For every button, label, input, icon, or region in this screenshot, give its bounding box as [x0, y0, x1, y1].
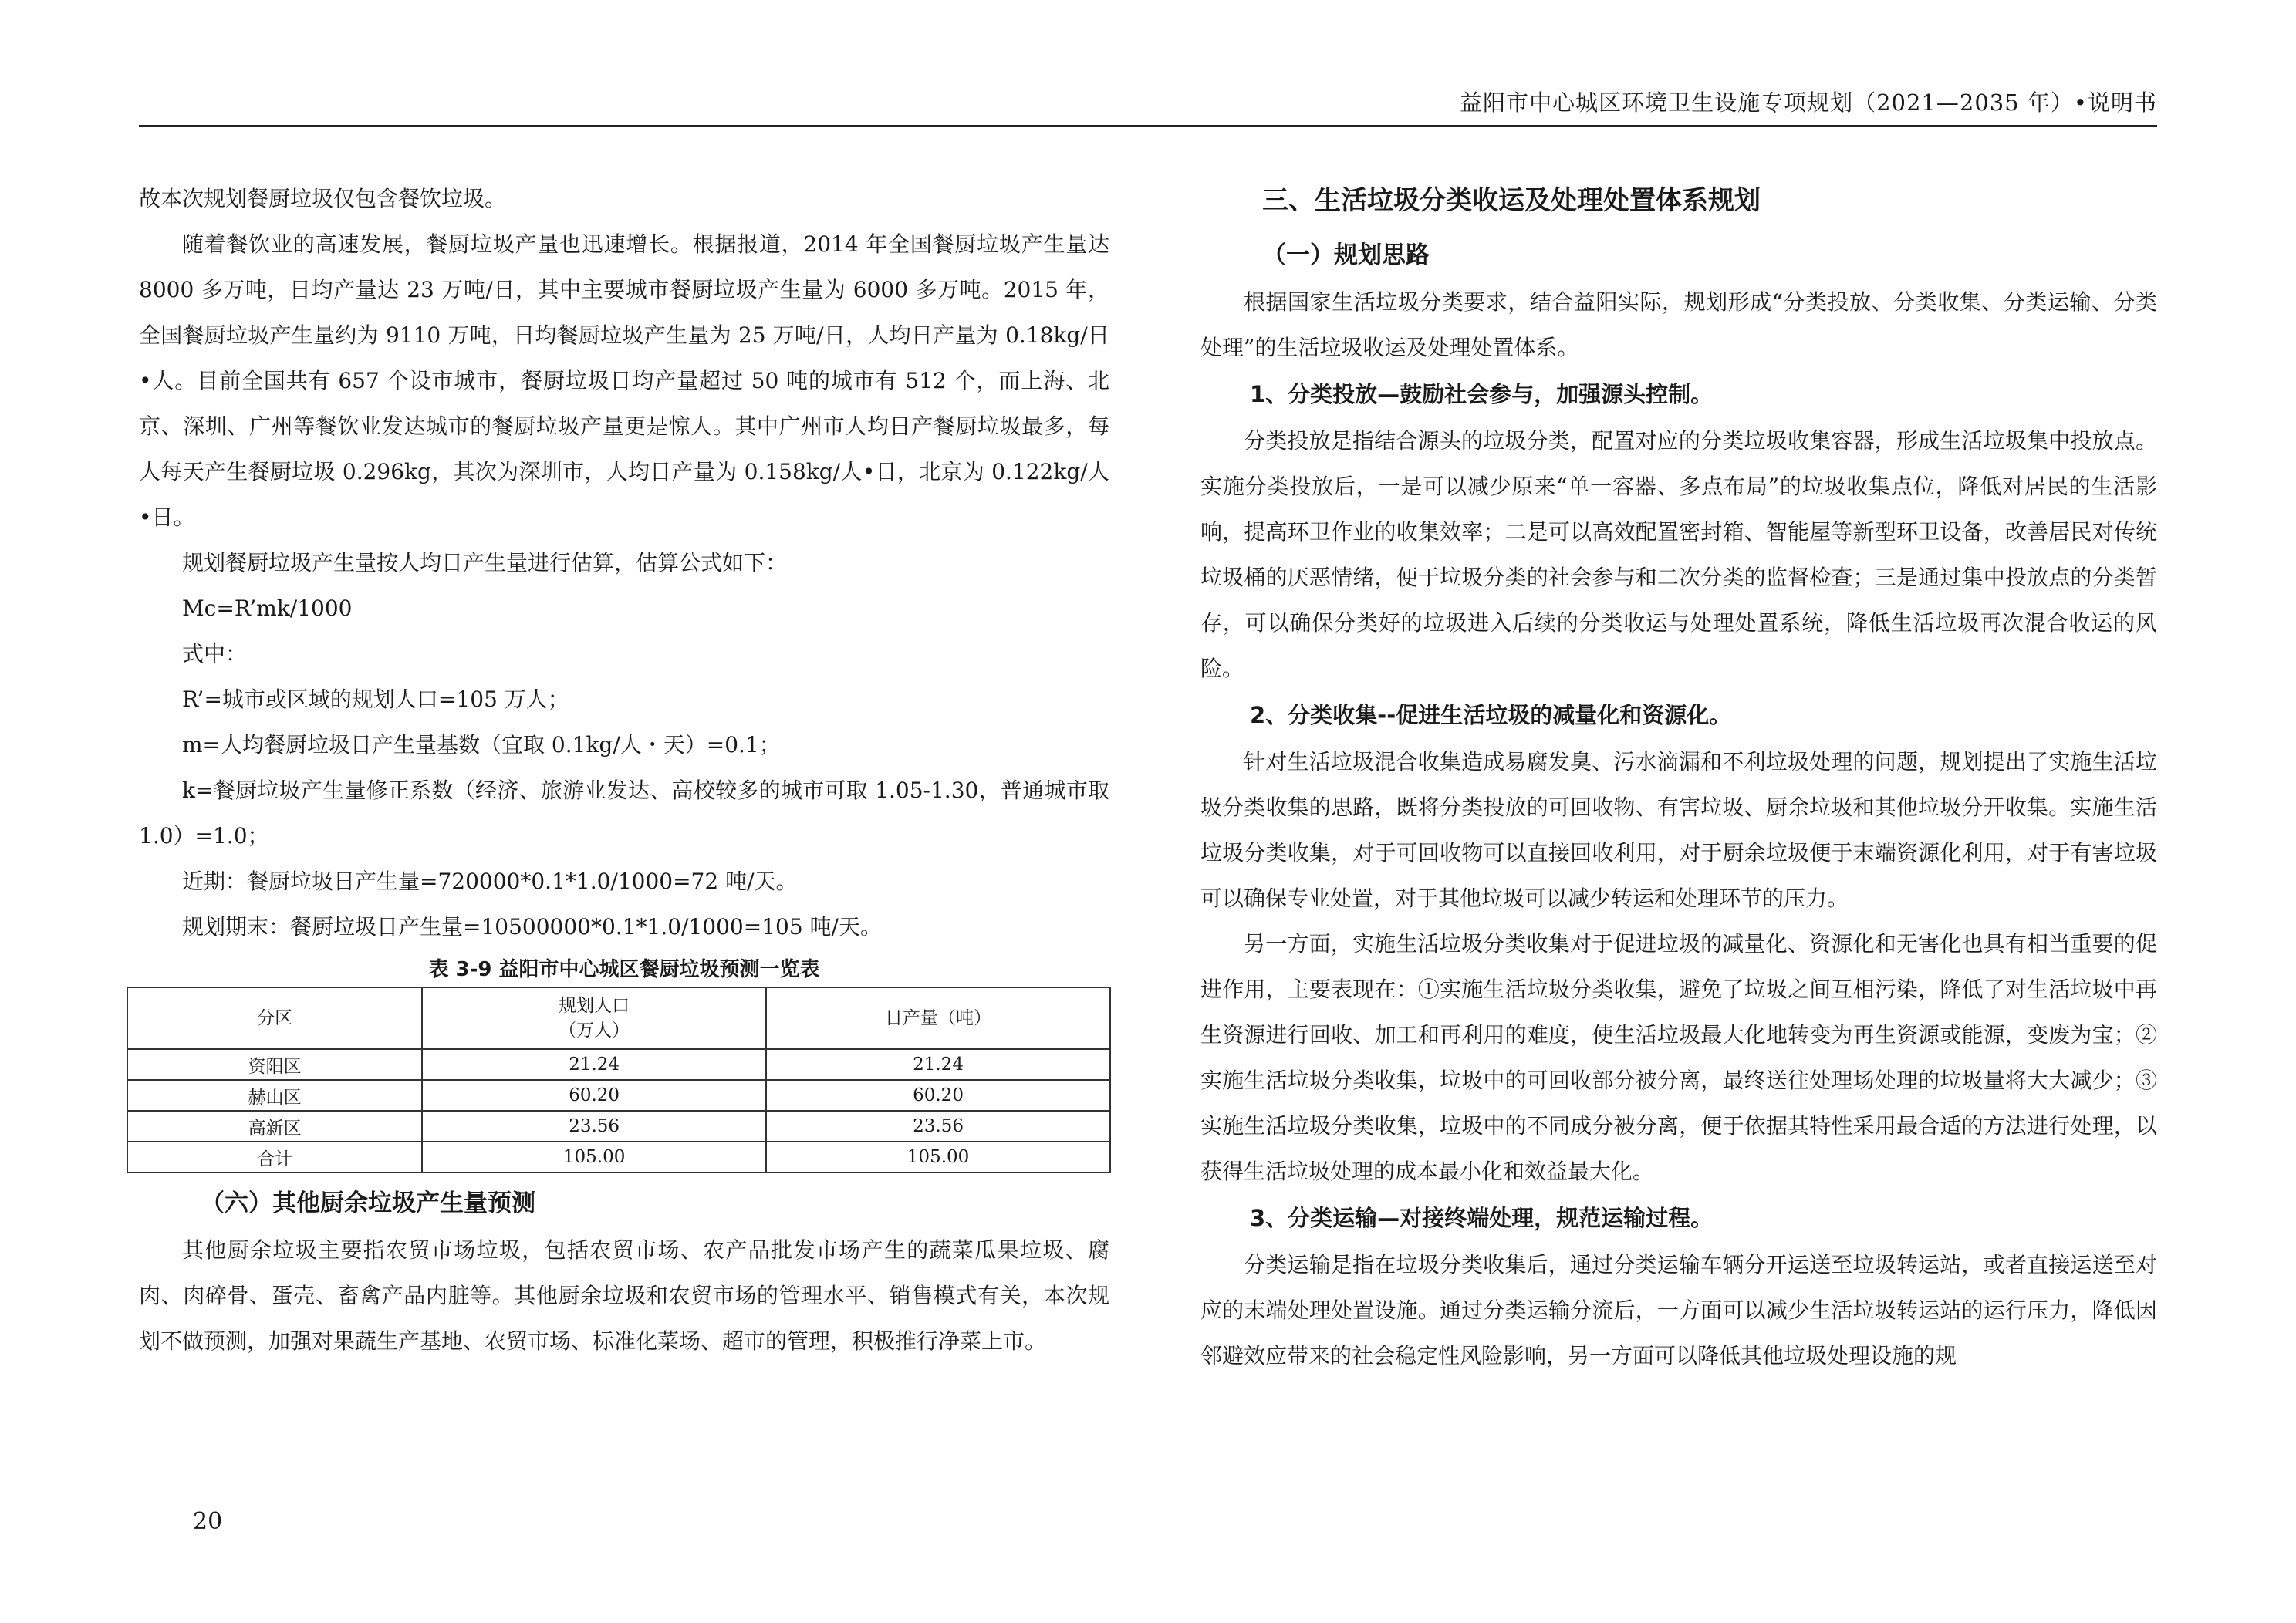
paragraph: 故本次规划餐厨垃圾仅包含餐饮垃圾。 — [139, 186, 507, 211]
cell-district: 高新区 — [127, 1111, 422, 1142]
cell-output: 105.00 — [766, 1142, 1110, 1173]
table-caption: 表 3-9 益阳市中心城区餐厨垃圾预测一览表 — [428, 958, 820, 981]
chapter-heading: 三、生活垃圾分类收运及处理处置体系规划 — [1262, 185, 1761, 216]
calculation-long-term: 规划期末：餐厨垃圾日产生量=10500000*0.1*1.0/1000=105 吨/天。 — [182, 914, 882, 940]
paragraph: 分类投放是指结合源头的垃圾分类，配置对应的分类垃圾收集容器，形成生活垃圾集中投放点。实施分类投放后，一是可以减少原来“单一容器、多点布局”的垃圾收集点位，降低对居民的生活影响，提高环卫作业的收集效率；二是可以高效配置密封箱、智能屋等新型环卫设备，改善居民对传统垃圾桶的厌恶情绪，便于垃圾分类的社会参与和二次分类的监督检查；三是通过集中投放点的分类暂存，可以确保分类好的垃圾进入后续的分类收运与处理处置系统，降低生活垃圾再次混合收运的风险。 — [1200, 428, 2157, 681]
section-heading: （六）其他厨余垃圾产生量预测 — [201, 1189, 535, 1217]
table-row — [127, 1080, 1110, 1111]
right-column — [1200, 176, 2157, 1378]
cell-population: 21.24 — [422, 1049, 766, 1080]
header-population-line2: （万人） — [559, 1021, 630, 1041]
cell-population: 105.00 — [422, 1142, 766, 1173]
cell-output: 21.24 — [766, 1049, 1110, 1080]
page-number: 20 — [193, 1508, 223, 1535]
item-heading: 1、分类投放—鼓励社会参与，加强源头控制。 — [1250, 381, 1714, 407]
paragraph: 分类运输是指在垃圾分类收集后，通过分类运输车辆分开运送至垃圾转运站，或者直接运送至对应的末端处理处置设施。通过分类运输分流后，一方面可以减少生活垃圾转运站的运行压力，降低因邻避效应带来的社会稳定性风险影响，另一方面可以降低其他垃圾处理设施的规 — [1200, 1252, 2157, 1368]
formula-definition: R’=城市或区域的规划人口=105 万人； — [182, 687, 569, 712]
section-heading: （一）规划思路 — [1262, 241, 1430, 269]
paragraph: 另一方面，实施生活垃圾分类收集对于促进垃圾的减量化、资源化和无害化也具有相当重要的促进作用，主要表现在：①实施生活垃圾分类收集，避免了垃圾之间互相污染，降低了对生活垃圾中再生资源进行回收、加工和再利用的难度，使生活垃圾最大化地转变为再生资源或能源，变废为宝；②实施生活垃圾分类收集，垃圾中的可回收部分被分离，最终送往处理场处理的垃圾量将大大减少；③实施生活垃圾分类收集，垃圾中的不同成分被分离，便于依据其特性采用最合适的方法进行处理，以获得生活垃圾处理的成本最小化和效益最大化。 — [1200, 931, 2157, 1184]
cell-output: 60.20 — [766, 1080, 1110, 1111]
page-header — [139, 85, 2157, 127]
formula-definition: m=人均餐厨垃圾日产生量基数（宜取 0.1kg/人・天）=0.1； — [182, 732, 781, 758]
cell-district: 资阳区 — [127, 1049, 422, 1080]
forecast-table — [127, 987, 1111, 1173]
calculation-near-term: 近期：餐厨垃圾日产生量=720000*0.1*1.0/1000=72 吨/天。 — [182, 869, 798, 894]
table-row — [127, 1049, 1110, 1080]
table-total-row — [127, 1142, 1110, 1173]
table-header-row — [127, 987, 1110, 1049]
paragraph: 随着餐饮业的高速发展，餐厨垃圾产量也迅速增长。根据报道，2014 年全国餐厨垃圾产生量达 8000 多万吨，日均产量达 23 万吨/日，其中主要城市餐厨垃圾产生量为 6000 多万吨。2015 年，全国餐厨垃圾产生量约为 9110 万吨，日均餐厨垃圾产生量为 25 万吨/日，人均日产量为 0.18kg/日•人。目前全国共有 657 个设市城市，餐厨垃圾日均产量超过 50 吨的城市有 512 个，而上海、北京、深圳、广州等餐饮业发达城市的餐厨垃圾产量更是惊人。其中广州市人均日产餐厨垃圾最多，每人每天产生餐厨垃圾 0.296kg，其次为深圳市，人均日产量为 0.158kg/人•日，北京为 0.122kg/人•日。 — [139, 231, 1109, 530]
formula-note: 式中： — [182, 641, 248, 666]
cell-district: 合计 — [127, 1142, 422, 1173]
paragraph: 其他厨余垃圾主要指农贸市场垃圾，包括农贸市场、农产品批发市场产生的蔬菜瓜果垃圾、腐肉、肉碎骨、蛋壳、畜禽产品内脏等。其他厨余垃圾和农贸市场的管理水平、销售模式有关，本次规划不做预测，加强对果蔬生产基地、农贸市场、标准化菜场、超市的管理，积极推行净菜上市。 — [139, 1237, 1109, 1354]
cell-district: 赫山区 — [127, 1080, 422, 1111]
formula-definition: k=餐厨垃圾产生量修正系数（经济、旅游业发达、高校较多的城市可取 1.05-1.30，普通城市取 1.0）=1.0； — [139, 778, 1109, 849]
cell-population: 60.20 — [422, 1080, 766, 1111]
header-district: 分区 — [127, 987, 422, 1049]
cell-population: 23.56 — [422, 1111, 766, 1142]
table-row — [127, 1111, 1110, 1142]
paragraph: 规划餐厨垃圾产生量按人均日产生量进行估算，估算公式如下： — [182, 550, 788, 575]
header-output: 日产量（吨） — [766, 987, 1110, 1049]
formula: Mc=R’mk/1000 — [182, 596, 353, 621]
left-column — [139, 176, 1109, 1364]
header-title: 益阳市中心城区环境卫生设施专项规划（2021—2035 年）•说明书 — [1460, 89, 2157, 116]
header-population-line1: 规划人口 — [559, 996, 630, 1016]
header-population — [422, 987, 766, 1049]
paragraph: 根据国家生活垃圾分类要求，结合益阳实际，规划形成“分类投放、分类收集、分类运输、分类处理”的生活垃圾收运及处理处置体系。 — [1200, 289, 2157, 360]
paragraph: 针对生活垃圾混合收集造成易腐发臭、污水滴漏和不利垃圾处理的问题，规划提出了实施生活垃圾分类收集的思路，既将分类投放的可回收物、有害垃圾、厨余垃圾和其他垃圾分开收集。实施生活垃圾分类收集，对于可回收物可以直接回收利用，对于厨余垃圾便于末端资源化利用，对于有害垃圾可以确保专业处置，对于其他垃圾可以减少转运和处理环节的压力。 — [1200, 749, 2157, 911]
cell-output: 23.56 — [766, 1111, 1110, 1142]
item-heading: 2、分类收集--促进生活垃圾的减量化和资源化。 — [1250, 702, 1732, 728]
item-heading: 3、分类运输—对接终端处理，规范运输过程。 — [1250, 1205, 1714, 1231]
